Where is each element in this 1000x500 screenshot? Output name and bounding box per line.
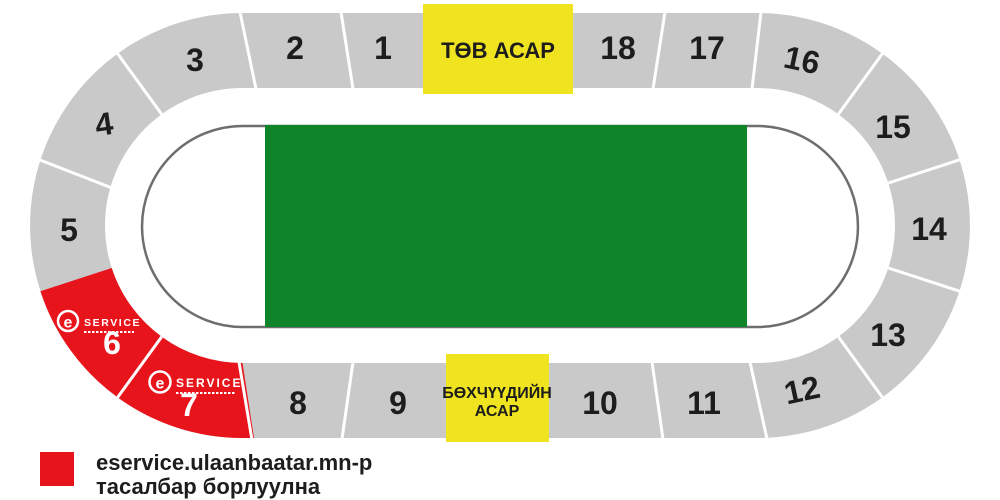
section-16-label: 16 xyxy=(780,38,824,82)
section-17-label: 17 xyxy=(689,30,725,66)
section-4-label: 4 xyxy=(92,104,116,144)
section-9-label: 9 xyxy=(389,385,407,421)
eservice-wordmark: SERVICE xyxy=(176,376,243,390)
section-15-label: 15 xyxy=(875,109,911,145)
section-14-label: 14 xyxy=(911,211,947,247)
pavilion-top-label: ТӨВ АСАР xyxy=(441,38,555,63)
section-2-label: 2 xyxy=(286,30,304,66)
eservice-e-letter: e xyxy=(63,314,73,332)
pavilion-bottom-label-line2: АСАР xyxy=(474,403,520,420)
legend-swatch xyxy=(40,452,74,486)
section-12-label: 12 xyxy=(780,368,824,412)
section-5-label: 5 xyxy=(60,212,78,248)
section-3-label: 3 xyxy=(186,42,204,78)
section-11-label: 11 xyxy=(687,385,721,421)
legend-text-line2: тасалбар борлуулна xyxy=(96,474,321,499)
section-8-label: 8 xyxy=(289,385,307,421)
section-6-label[interactable]: 6 xyxy=(103,325,121,361)
section-18-label: 18 xyxy=(600,30,636,66)
arena-field xyxy=(265,125,747,327)
section-10-label: 10 xyxy=(582,385,618,421)
section-13-label: 13 xyxy=(870,317,906,353)
section-7-label[interactable]: 7 xyxy=(180,387,198,423)
eservice-wordmark: SERVICE xyxy=(84,317,142,329)
eservice-e-letter: e xyxy=(155,375,165,393)
section-1-label: 1 xyxy=(374,30,392,66)
legend-text-line1: eservice.ulaanbaatar.mn-р xyxy=(96,450,373,475)
pavilion-bottom-label-line1: БӨХЧҮҮДИЙН xyxy=(442,385,552,402)
